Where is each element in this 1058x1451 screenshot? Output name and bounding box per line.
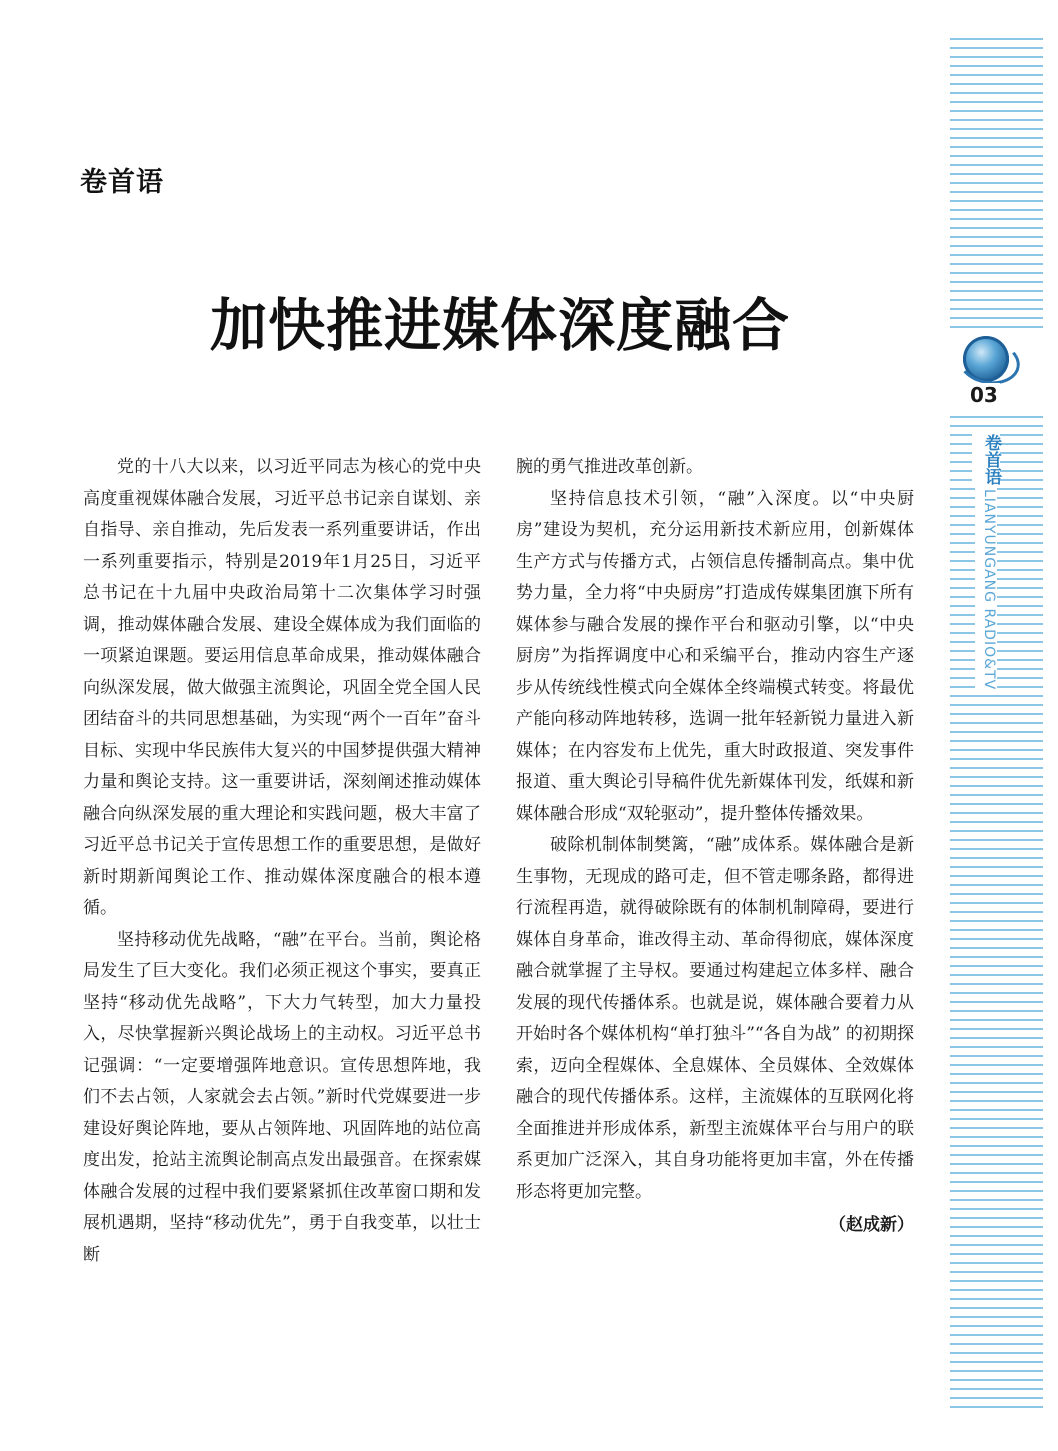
author-signature: （赵成新）	[829, 1215, 914, 1235]
page-number: 03	[970, 383, 998, 407]
article-paragraph-2: 坚持移动优先战略，“融”在平台。当前，舆论格局发生了巨大变化。我们必须正视这个事实，要真正坚持“移动优先战略”，下大力气转型，加大力量投入，尽快掌握新兴舆论战场上的主动权。习近平总书记强调：“一定要增强阵地意识。宣传思想阵地，我们不去占领，人家就会去占领。”新时代党媒要进一步建设好舆论阵地，要从占领阵地、巩固阵地的站位高度出发，抢站主流舆论制高点发出最强音。在探索媒体融合发展的过程中我们要紧紧抓住改革窗口期和发展机遇期，坚持“移动优先”，勇于自我变革，以壮士断	[83, 929, 481, 1265]
article-headline: 加快推进媒体深度融合	[210, 293, 790, 359]
side-subtitle: LIANYUNGANG RADIO&TV	[975, 487, 997, 692]
article-paragraph-2-continuation: 腕的勇气推进改革创新。	[516, 457, 703, 477]
article-paragraph-4: 破除机制体制樊篱，“融”成体系。媒体融合是新生事物，无现成的路可走，但不管走哪条路，都得进行流程再造，就得破除既有的体制机制障碍，要进行媒体自身革命，谁改得主动、革命得彻底，媒体深度融合就掌握了主导权。要通过构建起立体多样、融合发展的现代传播体系。也就是说，媒体融合要着力从开始时各个媒体机构“单打独斗”“各自为战” 的初期探索，迈向全程媒体、全息媒体、全员媒体、全效媒体融合的现代传播体系。这样，主流媒体的互联网化将全面推进并形成体系，新型主流媒体平台与用户的联系更加广泛深入，其自身功能将更加丰富，外在传播形态将更加完整。	[516, 835, 914, 1202]
side-stripe-decoration	[950, 38, 1043, 1410]
article-paragraph-1: 党的十八大以来，以习近平同志为核心的党中央高度重视媒体融合发展，习近平总书记亲自谋划、亲自指导、亲自推动，先后发表一系列重要讲话，作出一系列重要指示，特别是2019年1月25日，习近平总书记在十九届中央政治局第十二次集体学习时强调，推动媒体融合发展、建设全媒体成为我们面临的一项紧迫课题。要运用信息革命成果，推动媒体融合向纵深发展，做大做强主流舆论，巩固全党全国人民团结奋斗的共同思想基础，为实现“两个一百年”奋斗目标、实现中华民族伟大复兴的中国梦提供强大精神力量和舆论支持。这一重要讲话，深刻阐述推动媒体融合向纵深发展的重大理论和实践问题，极大丰富了习近平总书记关于宣传思想工作的重要思想，是做好新时期新闻舆论工作、推动媒体深度融合的根本遵循。	[83, 457, 481, 918]
column-label: 卷首语	[80, 167, 164, 198]
article-left-column	[83, 452, 481, 1271]
article-right-column	[516, 452, 914, 1242]
article-paragraph-3: 坚持信息技术引领，“融”入深度。以“中央厨房”建设为契机，充分运用新技术新应用，创新媒体生产方式与传播方式，占领信息传播制高点。集中优势力量，全力将“中央厨房”打造成传媒集团旗下所有媒体参与融合发展的操作平台和驱动引擎，以“中央厨房”为指挥调度中心和采编平台，推动内容生产逐步从传统线性模式向全媒体全终端模式转变。将最优产能向移动阵地转移，选调一批年轻新锐力量进入新媒体；在内容发布上优先，重大时政报道、突发事件报道、重大舆论引导稿件优先新媒体刊发，纸媒和新媒体融合形成“双轮驱动”，提升整体传播效果。	[516, 488, 914, 824]
side-section-title: 卷首语	[972, 432, 1000, 487]
